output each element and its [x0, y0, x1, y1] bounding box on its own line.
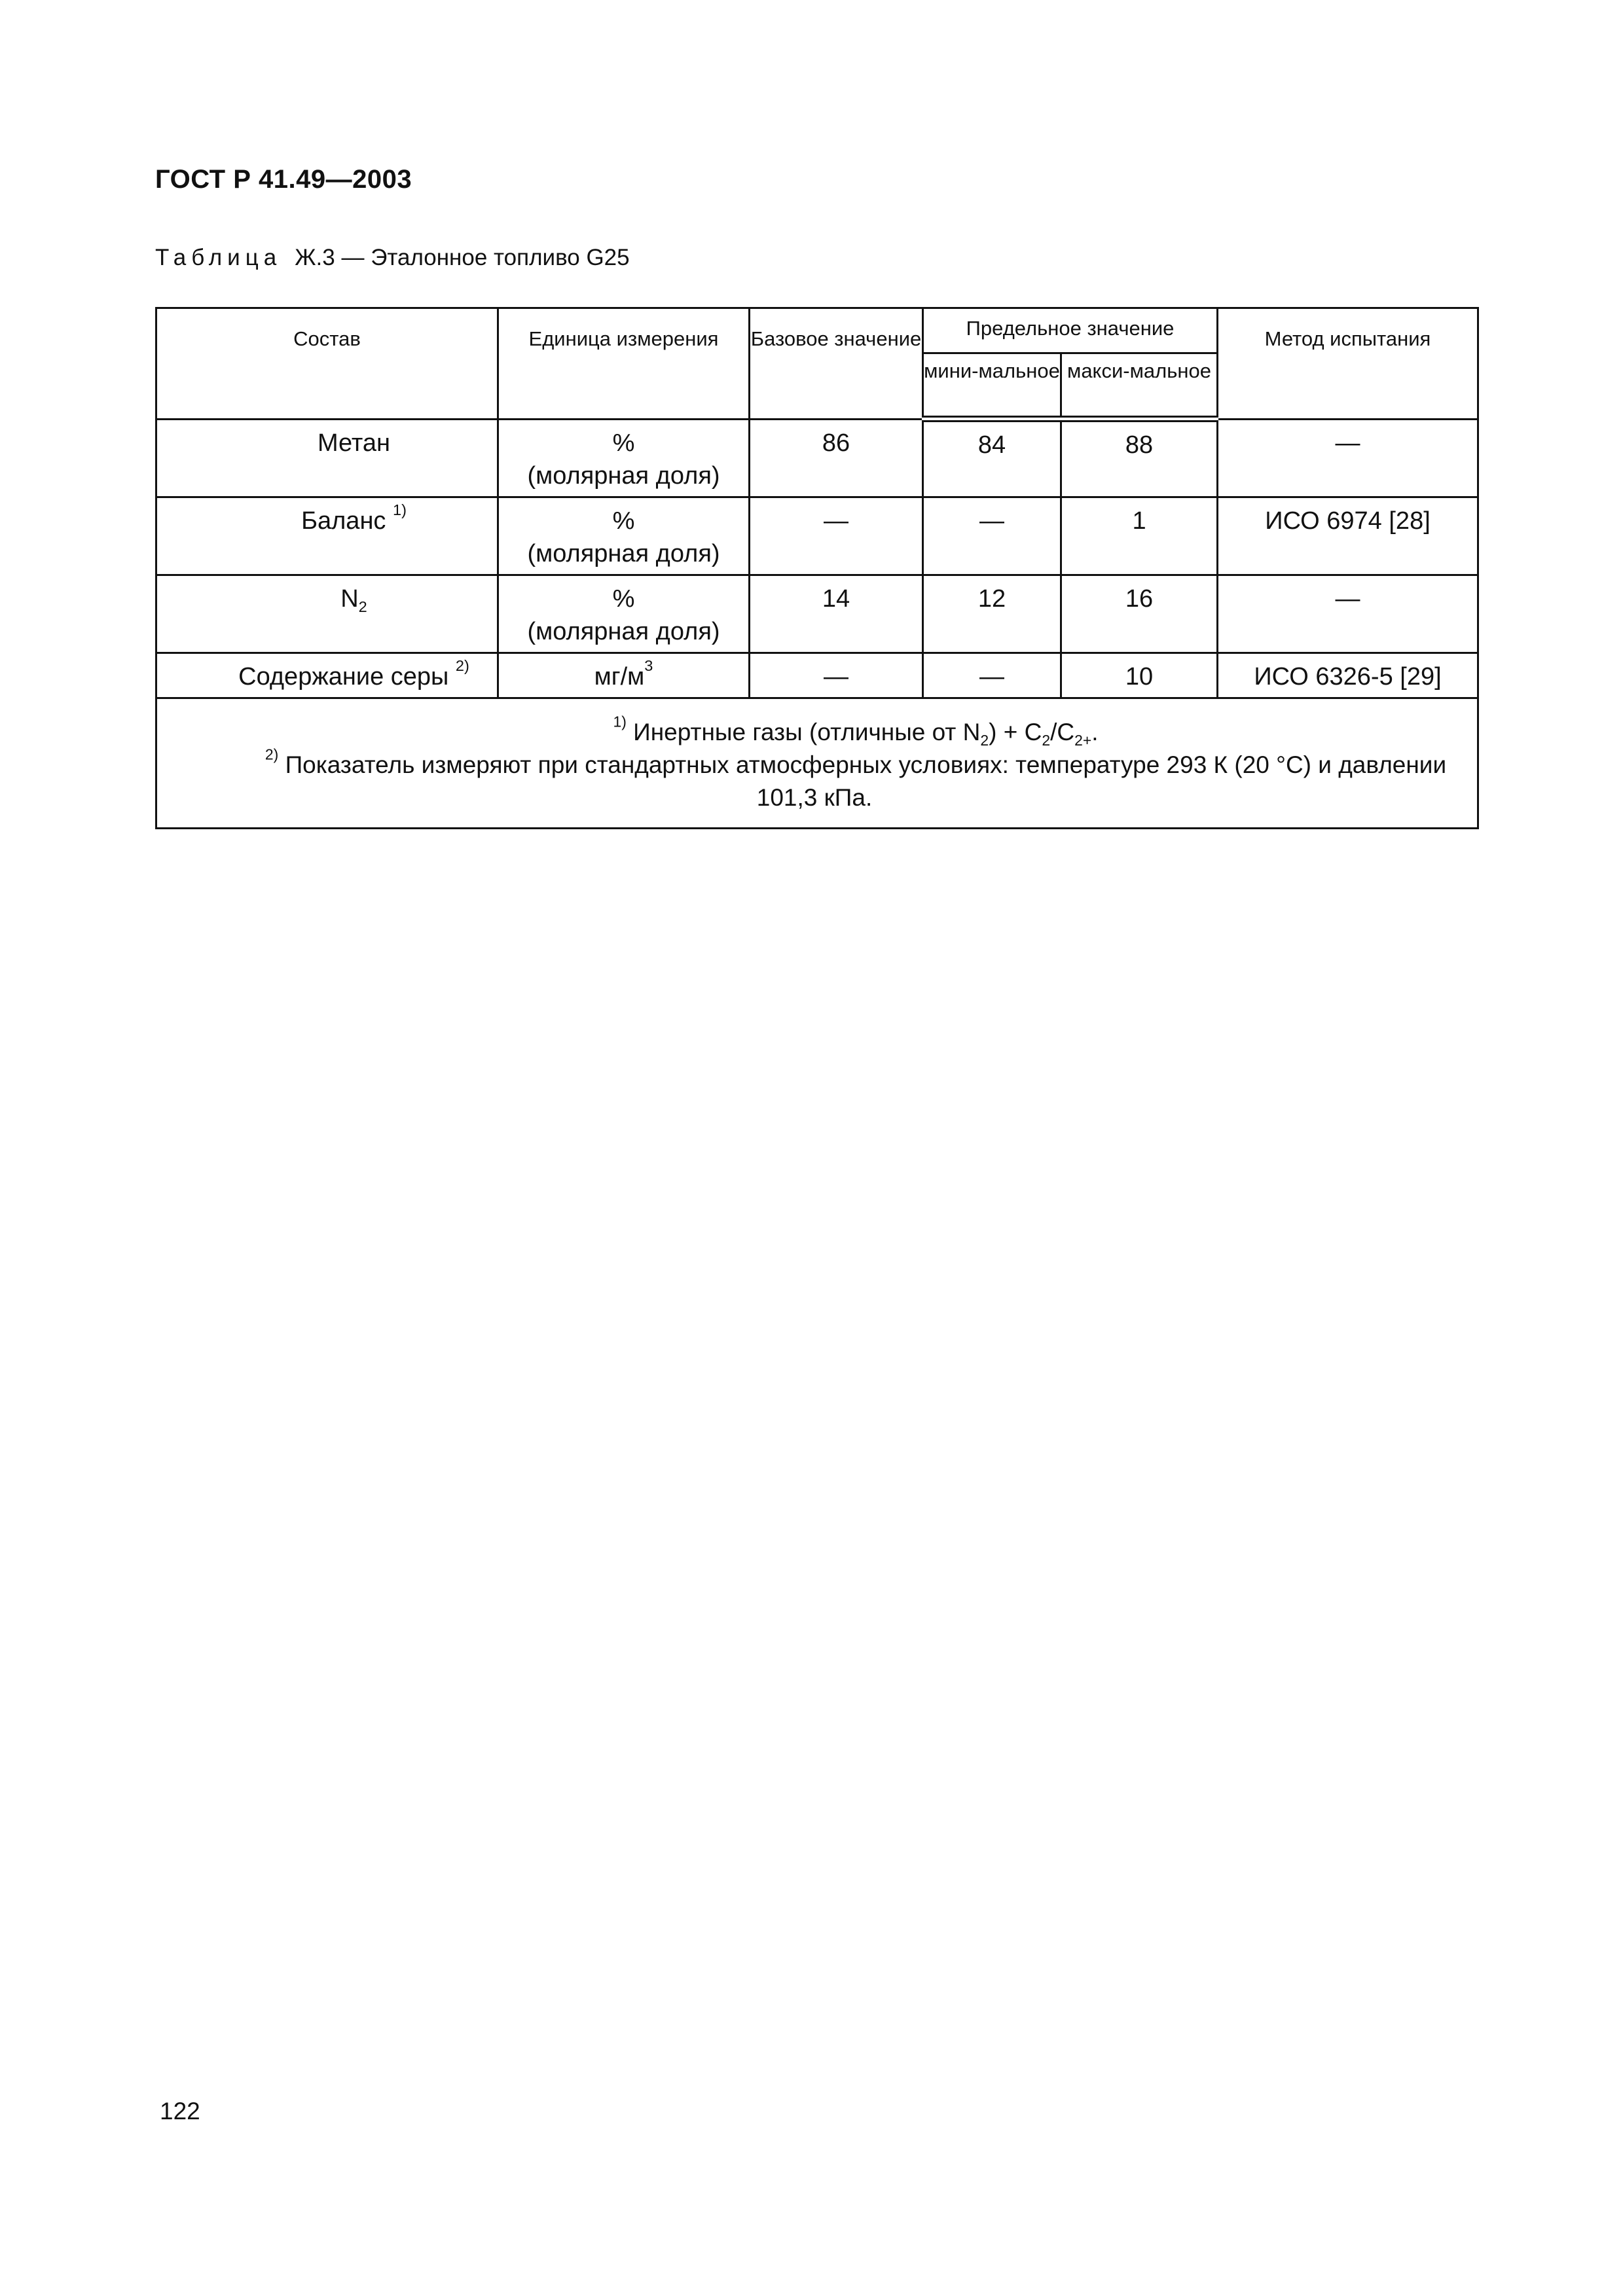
caption-word: Таблица: [155, 245, 282, 270]
cell-max: 1: [1061, 497, 1218, 575]
cell-method: —: [1218, 419, 1478, 497]
footnote-2: $^{2)}$ Показатель измеряют при стандартных атмосферных условиях: температуре 293 К (20 °С) и давлении 101,3 кПа.: [264, 745, 1447, 811]
cell-unit: % (молярная доля): [498, 419, 750, 497]
cell-min: —: [923, 497, 1061, 575]
table-row: [156, 653, 1478, 698]
document-header: ГОСТ Р 41.49—2003: [155, 165, 412, 194]
col-header-base: Базовое значение: [750, 308, 923, 420]
cell-base: 14: [750, 575, 923, 653]
table-notes: [156, 698, 1478, 828]
cell-method: ИСО 6974 [28]: [1218, 497, 1478, 575]
fuel-spec-table: [155, 307, 1479, 829]
footnote-mark: 2): [455, 656, 469, 674]
cell-base: —: [750, 653, 923, 698]
cell-unit: $мг/м^3$: [498, 653, 750, 698]
table-caption: [155, 245, 630, 271]
cell-unit: % (молярная доля): [498, 575, 750, 653]
cell-min: —: [923, 653, 1061, 698]
cell-unit: % (молярная доля): [498, 497, 750, 575]
col-header-composition: Состав: [156, 308, 498, 420]
cell-min: 12: [923, 575, 1061, 653]
page-number: 122: [160, 2098, 200, 2125]
table-row: [156, 575, 1478, 653]
notes-row: [156, 698, 1478, 828]
cell-max: 88: [1061, 419, 1218, 497]
cell-base: —: [750, 497, 923, 575]
table-row: [156, 497, 1478, 575]
caption-text: Ж.3 — Эталонное топливо G25: [295, 245, 630, 270]
footnote-mark: 1): [393, 501, 407, 518]
col-header-unit: Единица измерения: [498, 308, 750, 420]
cell-name: Баланс $^{1)}$: [156, 497, 498, 575]
col-header-limit: Предельное значение: [923, 308, 1218, 353]
cell-base: 86: [750, 419, 923, 497]
cell-min: 84: [923, 419, 1061, 497]
col-header-method: Метод испытания: [1218, 308, 1478, 420]
cell-max: 10: [1061, 653, 1218, 698]
cell-method: —: [1218, 575, 1478, 653]
cell-name: $N_2$: [156, 575, 498, 653]
cell-name: Метан: [156, 419, 498, 497]
col-header-max: макси-мальное: [1061, 353, 1218, 420]
cell-method: ИСО 6326-5 [29]: [1218, 653, 1478, 698]
cell-max: 16: [1061, 575, 1218, 653]
cell-name: Содержание серы $^{2)}$: [156, 653, 498, 698]
footnote-1: $^{1)}$ Инертные газы (отличные от $N_2) + C_2/C_{2+}$.: [613, 712, 1099, 749]
col-header-min: мини-мальное: [923, 353, 1061, 420]
table-row: [156, 419, 1478, 497]
